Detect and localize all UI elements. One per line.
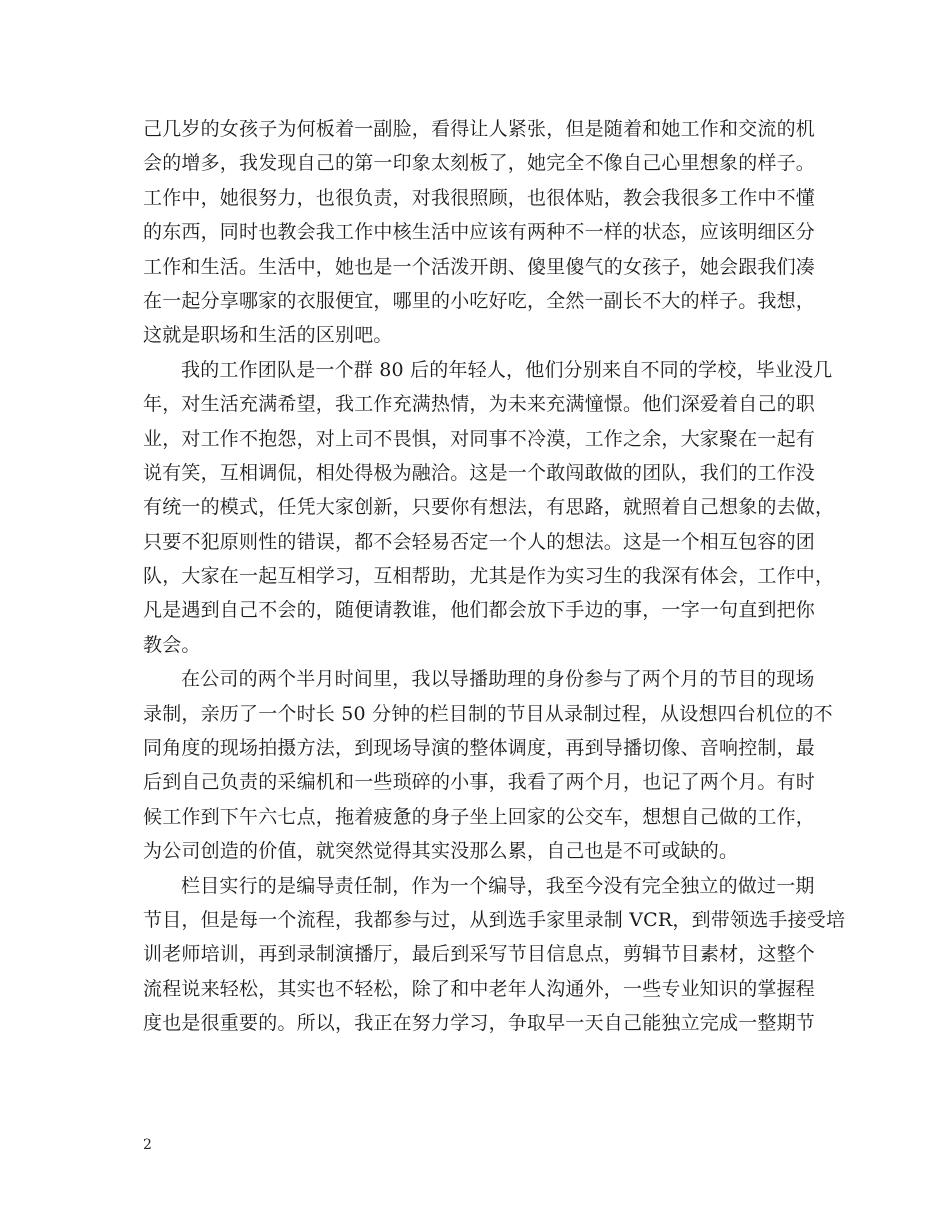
text-line: 教会。 (143, 633, 201, 656)
text-line: 己几岁的女孩子为何板着一副脸，看得让人紧张，但是随着和她工作和交流的机 (143, 118, 816, 140)
text-line: 这就是职场和生活的区别吧。 (143, 324, 393, 347)
page-number: 2 (143, 1137, 152, 1153)
text-line: 在一起分享哪家的衣服便宜，哪里的小吃好吃，全然一副长不大的样子。我想， (143, 289, 816, 312)
text-line: 同角度的现场拍摄方法，到现场导演的整体调度，再到导播切像、音响控制，最 (143, 737, 816, 760)
body-text (143, 112, 846, 1041)
text-line: 录制，亲历了一个时长 50 分钟的栏目制的节目从录制过程，从设想四台机位的不 (143, 702, 833, 725)
text-line: 说有笑，互相调侃，相处得极为融洽。这是一个敢闯敢做的团队，我们的工作没 (143, 461, 816, 484)
text-line: 年，对生活充满希望，我工作充满热情，为未来充满憧憬。他们深爱着自己的职 (143, 393, 816, 416)
text-line: 凡是遇到自己不会的，随便请教谁，他们都会放下手边的事，一字一句直到把你 (143, 599, 816, 622)
text-line: 工作和生活。生活中，她也是一个活泼开朗、傻里傻气的女孩子，她会跟我们凑 (143, 255, 816, 278)
paragraph-first-line: 我的工作团队是一个群 80 后的年轻人，他们分别来自不同的学校，毕业没几 (181, 358, 833, 381)
text-line: 为公司创造的价值，就突然觉得其实没那么累，自己也是不可或缺的。 (143, 840, 739, 863)
text-line: 有统一的模式，任凭大家创新，只要你有想法，有思路，就照着自己想象的去做， (143, 496, 835, 519)
text-line: 候工作到下午六七点，拖着疲惫的身子坐上回家的公交车，想想自己做的工作， (143, 805, 816, 828)
text-line: 的东西，同时也教会我工作中核生活中应该有两种不一样的状态，应该明细区分 (143, 221, 816, 244)
text-line: 流程说来轻松，其实也不轻松，除了和中老年人沟通外，一些专业知识的掌握程 (143, 977, 816, 1000)
text-line: 队，大家在一起互相学习，互相帮助，尤其是作为实习生的我深有体会，工作中， (143, 565, 835, 588)
text-line: 工作中，她很努力，也很负责，对我很照顾，也很体贴，教会我很多工作中不懂 (143, 186, 816, 209)
paragraph-first-line: 在公司的两个半月时间里，我以导播助理的身份参与了两个月的节目的现场 (181, 668, 815, 691)
text-line: 节目，但是每一个流程，我都参与过，从到选手家里录制 VCR，到带领选手接受培 (143, 908, 846, 931)
text-line: 业，对工作不抱怨，对上司不畏惧，对同事不冷漠，工作之余，大家聚在一起有 (143, 427, 816, 450)
text-line: 只要不犯原则性的错误，都不会轻易否定一个人的想法。这是一个相互包容的团 (143, 530, 816, 553)
text-line: 训老师培训，再到录制演播厅，最后到采写节目信息点，剪辑节目素材，这整个 (143, 943, 816, 966)
paragraph-first-line: 栏目实行的是编导责任制，作为一个编导，我至今没有完全独立的做过一期 (181, 874, 815, 897)
text-line: 度也是很重要的。所以，我正在努力学习，争取早一天自己能独立完成一整期节 (143, 1012, 816, 1035)
text-line: 会的增多，我发现自己的第一印象太刻板了，她完全不像自己心里想象的样子。 (143, 152, 816, 175)
text-line: 后到自己负责的采编机和一些琐碎的小事，我看了两个月，也记了两个月。有时 (143, 771, 816, 794)
